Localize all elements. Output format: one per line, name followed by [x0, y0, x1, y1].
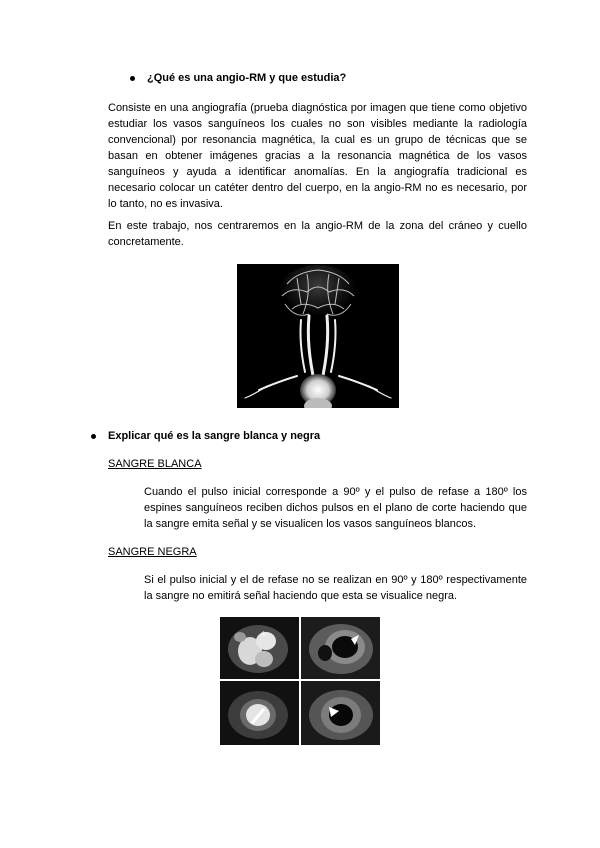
angio-mri-drawing [237, 264, 399, 408]
black-blood-text: Si el pulso inicial y el de refase no se realizan en 90º y 180º respectivamente la sangre no emitirá señal haciendo que esta se visualice negra. [144, 574, 527, 602]
section1-heading-text: ¿Qué es una angio-RM y que estudia? [147, 72, 347, 84]
section2-heading [91, 429, 320, 443]
section2-heading-text: Explicar qué es la sangre blanca y negra [108, 430, 321, 442]
section1-paragraph2: En este trabajo, nos centraremos en la angio-RM de la zona del cráneo y cuello concretamente. [108, 220, 527, 248]
section1-heading [130, 71, 346, 85]
white-blood-title: SANGRE BLANCA [108, 458, 202, 470]
mri-white-blood-bottom [220, 681, 299, 745]
mri-white-blood-top [220, 617, 299, 679]
mri-comparison-grid [220, 617, 380, 745]
bullet-icon [130, 76, 135, 81]
section1-paragraph1: Consiste en una angiografía (prueba diagnóstica por imagen que tiene como objetivo estudiar los vasos sanguíneos los cuales no son visibles mediante la radiología convencional) por resonancia magnética, la cual es un grupo de técnicas que se basan en obtener imágenes gracias a la resonancia magnética de los vasos sanguíneos y ayuda a identificar anomalías. En la angiografía tradicional es necesario colocar un catéter dentro del cuerpo, en la angio-RM no es necesario, por lo tanto, no es invasiva. [108, 102, 527, 210]
svg-text:*: * [261, 629, 267, 642]
mri-black-blood-top [301, 617, 380, 679]
black-blood-title: SANGRE NEGRA [108, 546, 197, 558]
mri-black-blood-bottom [301, 681, 380, 745]
white-blood-text: Cuando el pulso inicial corresponde a 90º y el pulso de refase a 180º los espines sanguíneos reciben dichos pulsos en el plano de corte haciendo que la sangre emita señal y se visualicen los vasos sanguíneos blancos. [144, 486, 527, 530]
angio-mri-image [237, 264, 399, 408]
bullet-icon [91, 434, 96, 439]
